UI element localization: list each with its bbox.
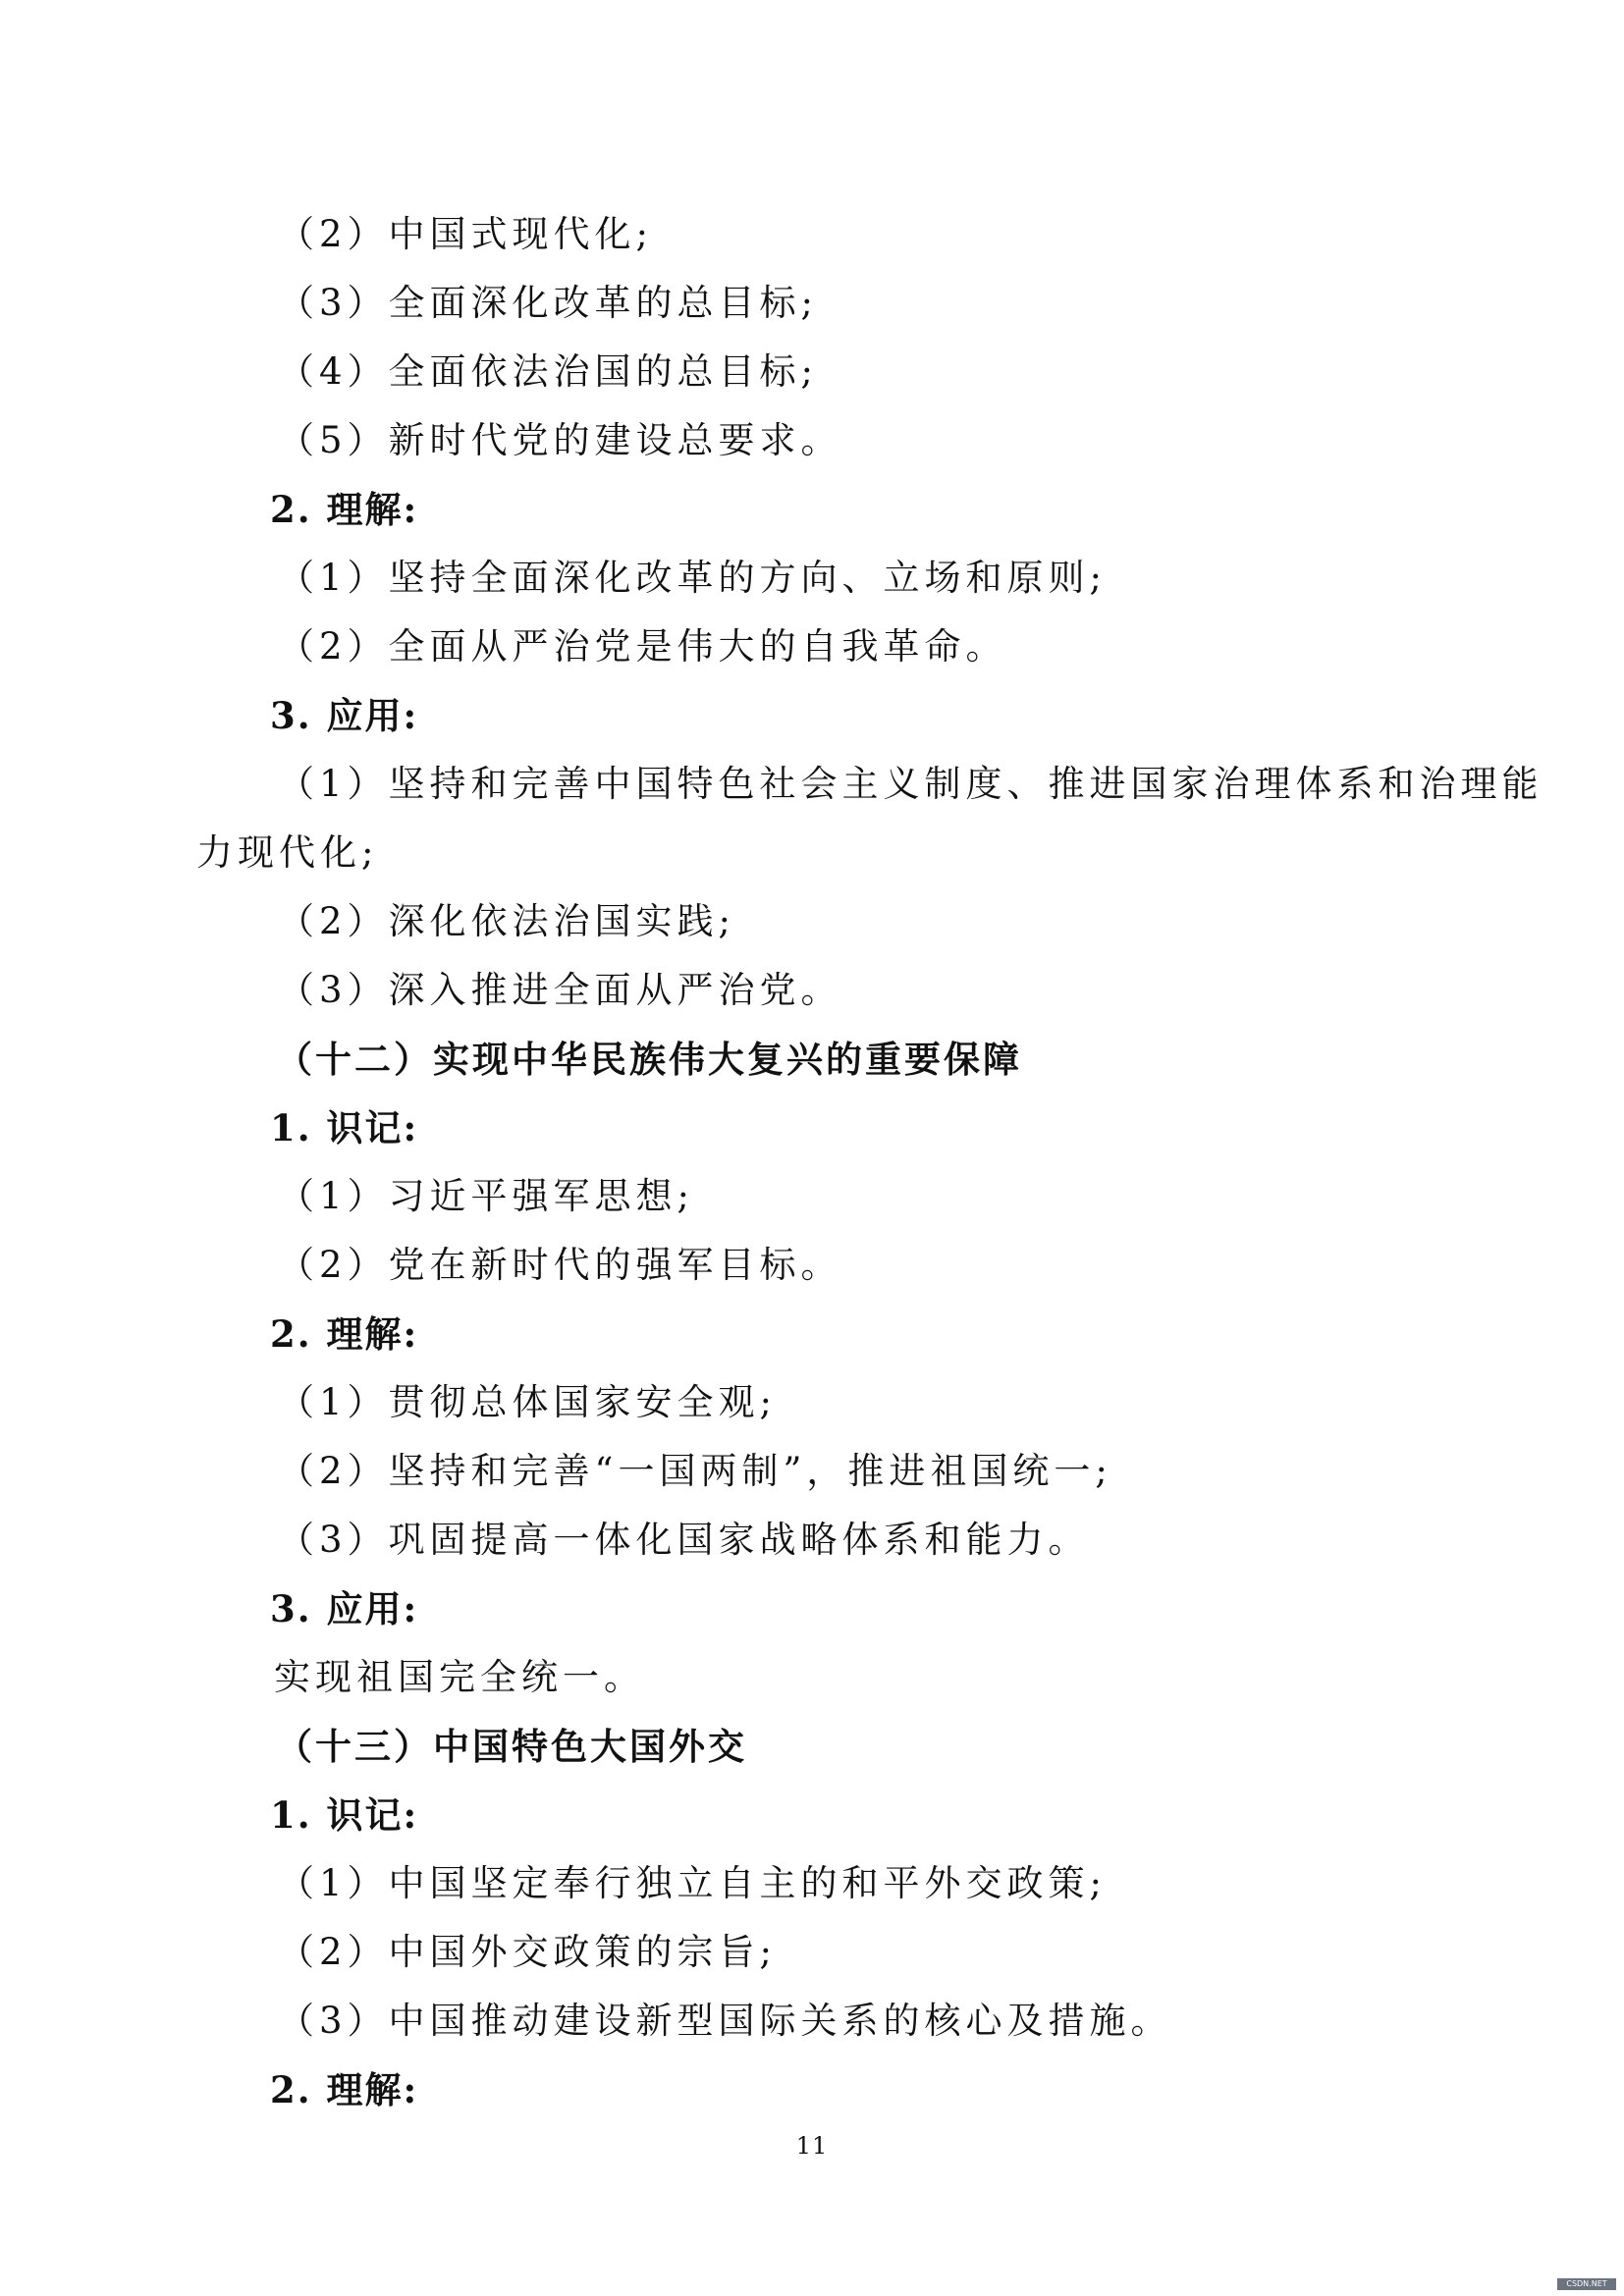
list-item: （2）中国外交政策的宗旨;: [278, 1931, 778, 1973]
subheading-memorize: 1. 识记:: [270, 1106, 419, 1149]
list-item: （3）巩固提高一体化国家战略体系和能力。: [278, 1519, 1090, 1561]
list-item: （2）坚持和完善“一国两制”，推进祖国统一;: [278, 1450, 1112, 1492]
list-item: （1）坚持和完善中国特色社会主义制度、推进国家治理体系和治理能: [278, 763, 1543, 805]
subheading-memorize: 1. 识记:: [270, 1793, 419, 1837]
list-item-continuation: 力现代化;: [196, 831, 379, 874]
list-item: （1）习近平强军思想;: [278, 1175, 695, 1217]
subheading-apply: 3. 应用:: [270, 694, 419, 737]
list-item: （1）贯彻总体国家安全观;: [278, 1381, 778, 1423]
list-item: （3）中国推动建设新型国际关系的核心及措施。: [278, 2000, 1172, 2042]
list-item: （2）全面从严治党是伟大的自我革命。: [278, 625, 1007, 667]
body-text: 实现祖国完全统一。: [274, 1656, 645, 1698]
list-item: （3）全面深化改革的总目标;: [278, 282, 819, 324]
subheading-apply: 3. 应用:: [270, 1587, 419, 1630]
list-item: （5）新时代党的建设总要求。: [278, 419, 842, 461]
list-item: （2）党在新时代的强军目标。: [278, 1244, 842, 1286]
list-item: （3）深入推进全面从严治党。: [278, 969, 842, 1011]
section-heading-13: （十三）中国特色大国外交: [276, 1725, 747, 1768]
list-item: （2）中国式现代化;: [278, 213, 654, 255]
section-heading-12: （十二）实现中华民族伟大复兴的重要保障: [276, 1038, 1022, 1081]
watermark: CSDN.NET: [1557, 2278, 1616, 2290]
page-number: 11: [795, 2132, 829, 2160]
subheading-understand: 2. 理解:: [270, 2068, 419, 2111]
subheading-understand: 2. 理解:: [270, 1312, 419, 1356]
subheading-understand: 2. 理解:: [270, 488, 419, 531]
list-item: （1）中国坚定奉行独立自主的和平外交政策;: [278, 1862, 1108, 1904]
list-item: （1）坚持全面深化改革的方向、立场和原则;: [278, 557, 1108, 599]
list-item: （2）深化依法治国实践;: [278, 900, 736, 942]
list-item: （4）全面依法治国的总目标;: [278, 350, 819, 393]
